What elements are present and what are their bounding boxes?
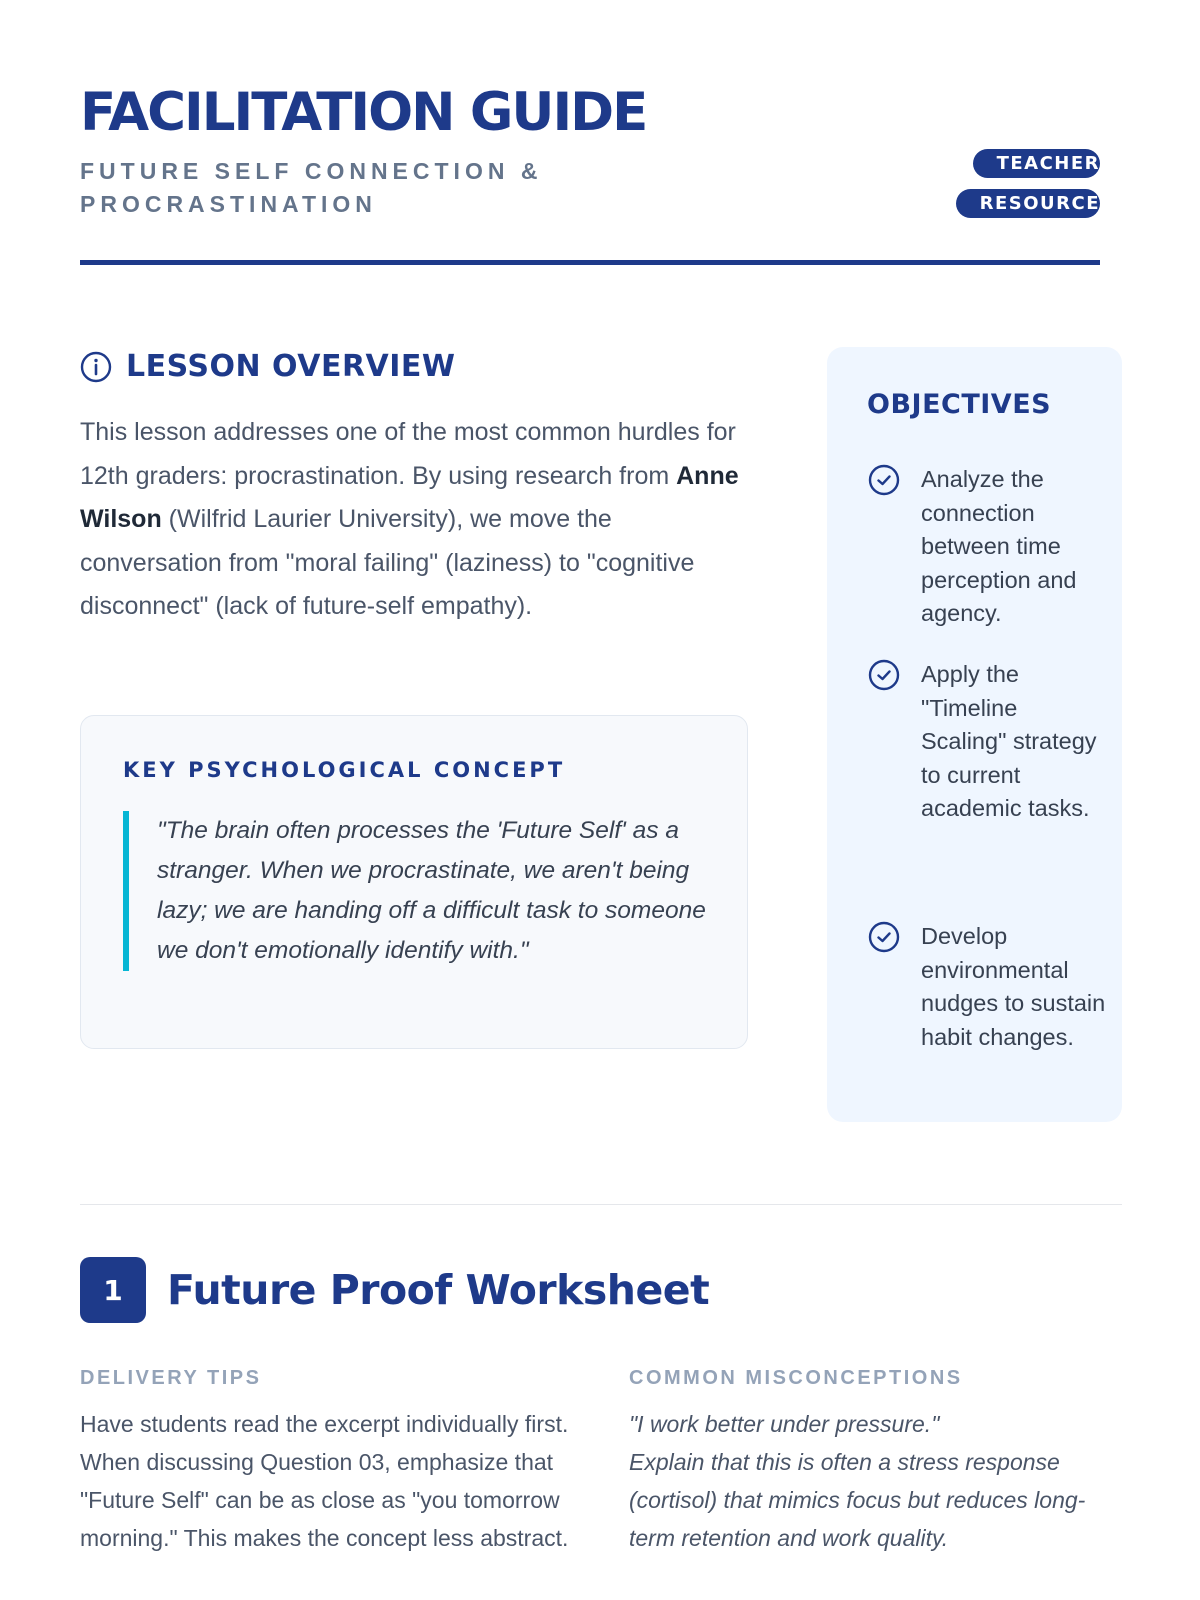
objectives-title: OBJECTIVES (867, 389, 1052, 420)
misconceptions-label: COMMON MISCONCEPTIONS (629, 1367, 963, 1389)
overview-text (80, 411, 740, 629)
key-concept-card (80, 715, 748, 1049)
objective-text: Apply the "Timeline Scaling" strategy to current academic tasks. (921, 661, 1097, 821)
overview-heading (80, 349, 456, 384)
check-circle-icon (867, 463, 901, 497)
objective-text: Develop environmental nudges to sustain habit changes. (921, 923, 1106, 1050)
objective-item (867, 463, 1107, 631)
concept-label: KEY PSYCHOLOGICAL CONCEPT (123, 758, 566, 782)
concept-quote: "The brain often processes the 'Future Self' as a stranger. When we procrastinate, we aren't being lazy; we are handing off a difficult task to someone we don't emotionally identify with." (123, 811, 708, 971)
resource-badge-label: TEACHER RESOURCE (956, 149, 1100, 218)
check-circle-icon (867, 920, 901, 954)
objective-text: Analyze the connection between time perception and agency. (921, 466, 1077, 626)
worksheet-title: Future Proof Worksheet (167, 1266, 710, 1314)
check-circle-icon (867, 658, 901, 692)
delivery-tips-text: Have students read the excerpt individually first. When discussing Question 03, emphasize that "Future Self" can be as close as "you tomorrow morning." This makes the concept less abstract. (80, 1411, 569, 1551)
section-divider (80, 1204, 1122, 1205)
objective-item (867, 658, 1107, 826)
researcher-name: Anne Wilson (80, 461, 739, 533)
header-rule (80, 260, 1100, 265)
overview-title: LESSON OVERVIEW (126, 349, 456, 384)
objectives-panel (827, 347, 1122, 1122)
page-subtitle: FUTURE SELF CONNECTION & PROCRASTINATION (80, 158, 543, 217)
resource-badge (948, 144, 1100, 224)
misconceptions-text (629, 1405, 1122, 1557)
overview-text-end: (Wilfrid Laurier University), we move the conversation from "moral failing" (laziness) to "cognitive disconnect" (lack of future-self empathy). (80, 505, 695, 620)
overview-text-start: This lesson addresses one of the most common hurdles for 12th graders: procrastination. By using research from (80, 418, 736, 490)
page-title: FACILITATION GUIDE (80, 82, 647, 143)
delivery-tips-label: DELIVERY TIPS (80, 1367, 262, 1389)
objective-item (867, 920, 1107, 1054)
misconception-explanation: Explain that this is often a stress response (cortisol) that mimics focus but reduces long-term retention and work quality. (629, 1449, 1086, 1551)
misconception-quote: "I work better under pressure." (629, 1411, 940, 1437)
section-number-badge: 1 (80, 1257, 146, 1323)
info-icon (80, 351, 112, 383)
